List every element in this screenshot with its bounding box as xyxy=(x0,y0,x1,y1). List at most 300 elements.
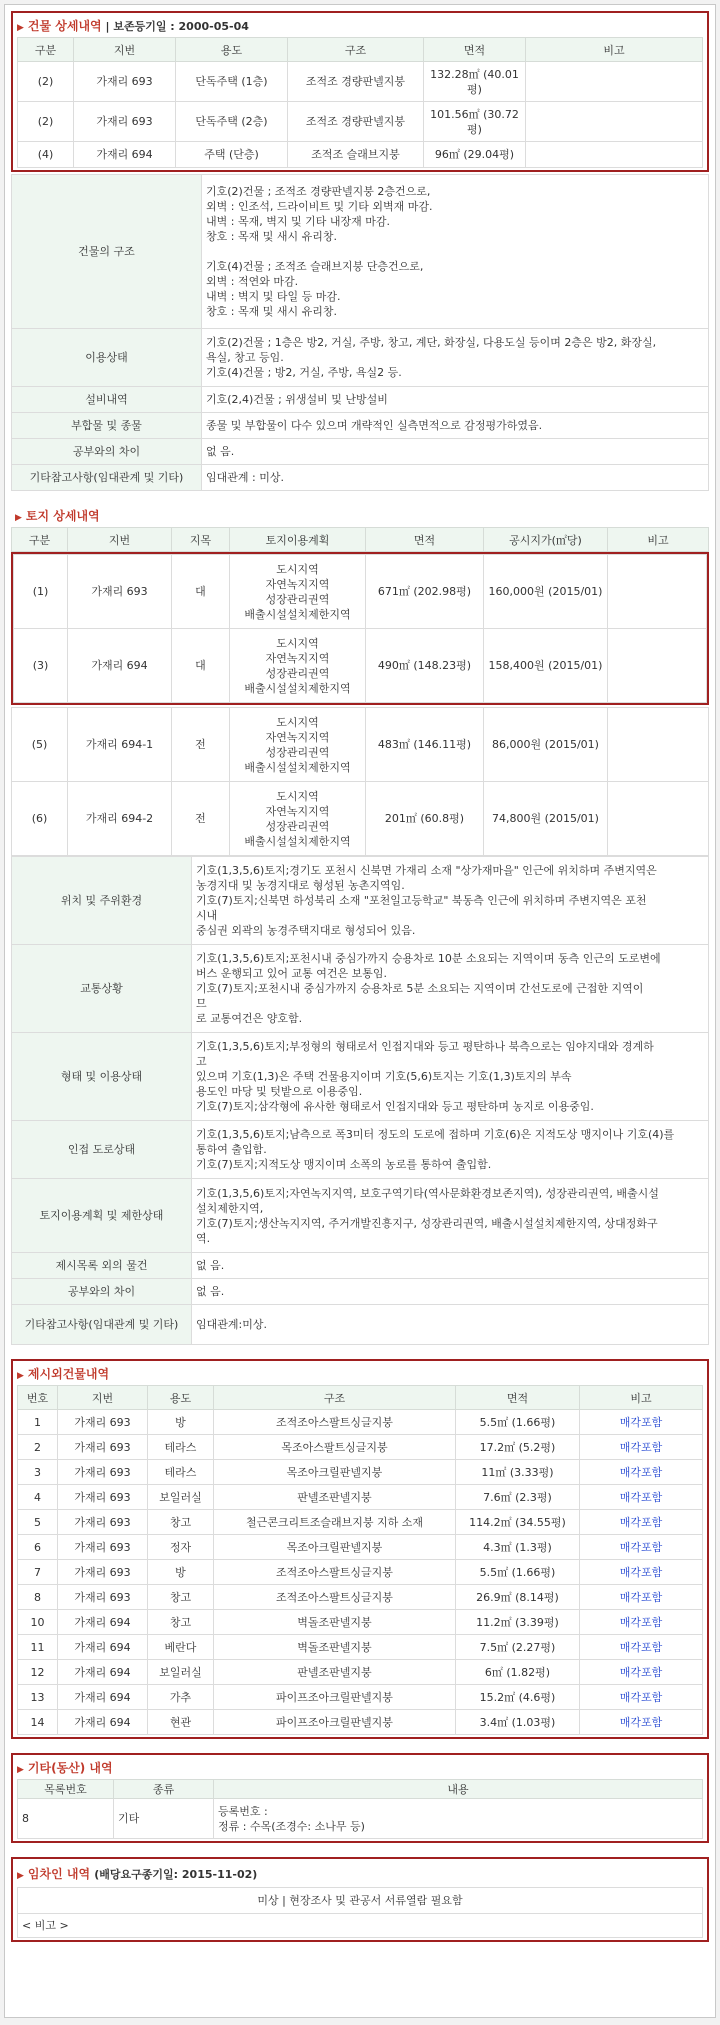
cell-lot: 가재리 694 xyxy=(58,1710,148,1735)
text-line: 성장관리권역 xyxy=(265,745,330,759)
cell-area: 96㎡ (29.04평) xyxy=(424,142,526,168)
col-header: 지목 xyxy=(172,528,230,552)
text-line: 없 음. xyxy=(206,445,235,458)
cell-note xyxy=(608,782,709,856)
cell-note[interactable]: 매각포함 xyxy=(580,1460,703,1485)
cell-use: 정자 xyxy=(148,1535,214,1560)
cell-category: 대 xyxy=(172,555,230,629)
cell-lot: 가재리 694-1 xyxy=(68,708,172,782)
cell-note xyxy=(608,555,707,629)
cell-lot: 가재리 693 xyxy=(68,555,172,629)
table-row xyxy=(18,1914,703,1938)
cell-area: 11.2㎡ (3.39평) xyxy=(456,1610,580,1635)
land-table xyxy=(11,707,709,856)
col-header: 면적 xyxy=(424,38,526,62)
cell-plan xyxy=(230,708,366,782)
cell-struct: 파이프조아크릴판넬지붕 xyxy=(214,1685,456,1710)
land-title-bar xyxy=(11,505,709,527)
cell-area: 3.4㎡ (1.03평) xyxy=(456,1710,580,1735)
cell-no: (5) xyxy=(12,708,68,782)
cell-area: 132.28㎡ (40.01평) xyxy=(424,62,526,102)
col-header: 지번 xyxy=(58,1386,148,1410)
etc-title: 기타(동산) 내역 xyxy=(27,1761,113,1775)
cell-lot: 가재리 693 xyxy=(58,1560,148,1585)
cell-note[interactable]: 매각포함 xyxy=(580,1710,703,1735)
table-row xyxy=(18,1710,703,1735)
text-line: 도시지역 xyxy=(276,789,319,803)
col-header: 면적 xyxy=(456,1386,580,1410)
cell-struct: 목조아크릴판넬지붕 xyxy=(214,1535,456,1560)
detail-label: 기타참고사항(임대관계 및 기타) xyxy=(12,1305,192,1345)
text-line: 창호 : 목재 및 새시 유리창. xyxy=(206,305,337,318)
detail-value xyxy=(192,1121,709,1179)
cell-use: 단독주택 (1층) xyxy=(176,62,288,102)
cell-area: 11㎡ (3.33평) xyxy=(456,1460,580,1485)
text-line: 농경지대 및 농경지대로 형성된 농촌지역임. xyxy=(196,879,405,892)
cell-lot: 가재리 693 xyxy=(58,1410,148,1435)
text-line: 버스 운행되고 있어 교통 여건은 보통임. xyxy=(196,967,387,980)
col-header: 번호 xyxy=(18,1386,58,1410)
cell-struct: 벽돌조판넬지붕 xyxy=(214,1635,456,1660)
cell-no: (6) xyxy=(12,782,68,856)
col-header: 용도 xyxy=(148,1386,214,1410)
cell-area: 26.9㎡ (8.14평) xyxy=(456,1585,580,1610)
text-line: 외벽 : 적연와 마감. xyxy=(206,275,299,288)
text-line: 기호(4)건물 ; 방2, 거실, 주방, 욕실2 등. xyxy=(206,366,402,379)
cell-area: 5.5㎡ (1.66평) xyxy=(456,1410,580,1435)
text-line: 종물 및 부합물이 다수 있으며 개략적인 실측면적으로 감정평가하였음. xyxy=(206,419,543,432)
detail-row xyxy=(12,439,709,465)
cell-note[interactable]: 매각포함 xyxy=(580,1585,703,1610)
detail-label: 위치 및 주위환경 xyxy=(12,857,192,945)
text-line: 므 xyxy=(196,997,207,1010)
title-separator: | xyxy=(101,20,114,33)
detail-row xyxy=(12,945,709,1033)
detail-value xyxy=(202,329,709,387)
col-header: 공시지가(㎡당) xyxy=(484,528,608,552)
cell-kind: 기타 xyxy=(114,1799,214,1839)
detail-label: 교통상황 xyxy=(12,945,192,1033)
cell-lot: 가재리 693 xyxy=(74,102,176,142)
text-line: 로 교통여건은 양호함. xyxy=(196,1012,303,1025)
text-line: 도시지역 xyxy=(276,715,319,729)
triangle-icon: ▶ xyxy=(17,23,24,33)
text-line: 도시지역 xyxy=(276,562,319,576)
cell-no: 7 xyxy=(18,1560,58,1585)
table-row xyxy=(12,782,709,856)
cell-lot: 가재리 693 xyxy=(58,1460,148,1485)
detail-row xyxy=(12,1279,709,1305)
triangle-icon: ▶ xyxy=(17,1765,24,1775)
land-header-row xyxy=(12,528,709,552)
cell-no: 3 xyxy=(18,1460,58,1485)
cell-use: 보일러실 xyxy=(148,1660,214,1685)
detail-value xyxy=(192,1253,709,1279)
cell-area: 15.2㎡ (4.6평) xyxy=(456,1685,580,1710)
cell-lot: 가재리 694 xyxy=(58,1685,148,1710)
text-line: 기호(2)건물 ; 1층은 방2, 거실, 주방, 창고, 계단, 화장실, 다용도실 등이며 2층은 방2, 화장실, xyxy=(206,336,657,349)
triangle-icon: ▶ xyxy=(17,1871,24,1881)
cell-lot: 가재리 694-2 xyxy=(68,782,172,856)
text-line: 기호(7)토지;생산녹지지역, 주거개발진흥지구, 성장관리권역, 배출시설설치제한지역, 상대정화구 xyxy=(196,1216,658,1230)
cell-no: 4 xyxy=(18,1485,58,1510)
building-title-bar xyxy=(17,15,703,37)
cell-area: 6㎡ (1.82평) xyxy=(456,1660,580,1685)
table-row xyxy=(18,142,703,168)
cell-no: (4) xyxy=(18,142,74,168)
col-header: 목록번호 xyxy=(18,1780,114,1799)
cell-plan xyxy=(230,555,366,629)
col-header: 면적 xyxy=(366,528,484,552)
cell-use: 현관 xyxy=(148,1710,214,1735)
cell-no: 8 xyxy=(18,1799,114,1839)
detail-value xyxy=(192,1179,709,1253)
cell-note[interactable]: 매각포함 xyxy=(580,1660,703,1685)
cell-note xyxy=(608,629,707,703)
cell-category: 전 xyxy=(172,782,230,856)
table-row xyxy=(18,1485,703,1510)
cell-use: 창고 xyxy=(148,1510,214,1535)
detail-label: 기타참고사항(임대관계 및 기타) xyxy=(12,465,202,491)
cell-lot: 가재리 693 xyxy=(58,1535,148,1560)
detail-row xyxy=(12,1179,709,1253)
detail-label: 공부와의 차이 xyxy=(12,1279,192,1305)
text-line: 내벽 : 목재, 벽지 및 기타 내장재 마감. xyxy=(206,215,390,228)
cell-use: 베란다 xyxy=(148,1635,214,1660)
text-line: 기호(2)건물 ; 조적조 경량판넬지붕 2층건으로, xyxy=(206,185,431,198)
cell-note[interactable]: 매각포함 xyxy=(580,1485,703,1510)
cell-price: 86,000원 (2015/01) xyxy=(484,708,608,782)
text-line: 내벽 : 벽지 및 타일 등 마감. xyxy=(206,290,341,303)
table-row xyxy=(18,1888,703,1914)
building-table xyxy=(17,37,703,168)
cell-category: 대 xyxy=(172,629,230,703)
cell-use: 창고 xyxy=(148,1585,214,1610)
text-line: 임대관계 : 미상. xyxy=(206,471,284,484)
cell-area: 5.5㎡ (1.66평) xyxy=(456,1560,580,1585)
text-line: 성장관리권역 xyxy=(265,819,330,833)
detail-value xyxy=(192,1279,709,1305)
text-line: 등록번호 : xyxy=(218,1804,268,1818)
cell-lot: 가재리 694 xyxy=(58,1610,148,1635)
cell-area: 7.5㎡ (2.27평) xyxy=(456,1635,580,1660)
cell-struct: 벽돌조판넬지붕 xyxy=(214,1610,456,1635)
detail-value xyxy=(192,857,709,945)
cell-use: 방 xyxy=(148,1560,214,1585)
col-header: 구조 xyxy=(288,38,424,62)
text-line: 자연녹지지역 xyxy=(265,730,330,744)
text-line: 중심권 외곽의 농경주택지대로 형성되어 있음. xyxy=(196,924,416,937)
cell-no: 10 xyxy=(18,1610,58,1635)
cell-use: 창고 xyxy=(148,1610,214,1635)
cell-note[interactable]: 매각포함 xyxy=(580,1410,703,1435)
text-line: 통하여 출입함. xyxy=(196,1143,267,1156)
cell-lot: 가재리 693 xyxy=(58,1485,148,1510)
triangle-icon: ▶ xyxy=(17,1371,24,1381)
cell-area: 483㎡ (146.11평) xyxy=(366,708,484,782)
table-row xyxy=(18,1560,703,1585)
table-row xyxy=(18,1799,703,1839)
detail-label: 형태 및 이용상태 xyxy=(12,1033,192,1121)
cell-no: (2) xyxy=(18,102,74,142)
detail-row xyxy=(12,1033,709,1121)
cell-lot: 가재리 694 xyxy=(74,142,176,168)
text-line: 자연녹지지역 xyxy=(265,577,330,591)
text-line: 기호(7)토지;삼각형에 유사한 형태로서 인접지대와 등고 평탄하며 농지로 이용중임. xyxy=(196,1100,594,1113)
detail-row xyxy=(12,1121,709,1179)
detail-row xyxy=(12,413,709,439)
text-line: 자연녹지지역 xyxy=(265,651,330,665)
cell-area: 490㎡ (148.23평) xyxy=(366,629,484,703)
cell-use: 주택 (단층) xyxy=(176,142,288,168)
cell-price: 158,400원 (2015/01) xyxy=(484,629,608,703)
cell-area: 17.2㎡ (5.2평) xyxy=(456,1435,580,1460)
etc-table xyxy=(17,1779,703,1839)
cell-struct: 조적조 슬래브지붕 xyxy=(288,142,424,168)
text-line: 기호(4)건물 ; 조적조 슬래브지붕 단층건으로, xyxy=(206,260,424,273)
detail-row xyxy=(12,1253,709,1279)
text-line: 배출시설설치제한지역 xyxy=(244,834,351,848)
cell-area: 201㎡ (60.8평) xyxy=(366,782,484,856)
etc-section xyxy=(11,1753,709,1843)
col-header: 지번 xyxy=(68,528,172,552)
cell-area: 7.6㎡ (2.3평) xyxy=(456,1485,580,1510)
text-line: 외벽 : 인조석, 드라이비트 및 기타 외벽재 마감. xyxy=(206,200,433,213)
col-header: 용도 xyxy=(176,38,288,62)
text-line: 역. xyxy=(196,1231,211,1245)
cell-no: 13 xyxy=(18,1685,58,1710)
tenant-title: 임차인 내역 xyxy=(27,1867,91,1881)
cell-note[interactable]: 매각포함 xyxy=(580,1510,703,1535)
cell-note[interactable]: 매각포함 xyxy=(580,1610,703,1635)
building-header-row xyxy=(18,38,703,62)
land-detail-table xyxy=(11,856,709,1345)
cell-plan xyxy=(230,629,366,703)
text-line: 설치제한지역, xyxy=(196,1201,264,1215)
cell-use: 단독주택 (2층) xyxy=(176,102,288,142)
col-header: 내용 xyxy=(214,1780,703,1799)
detail-label: 인접 도로상태 xyxy=(12,1121,192,1179)
cell-lot: 가재리 694 xyxy=(58,1635,148,1660)
land-table-highlighted xyxy=(13,554,707,703)
cell-note xyxy=(608,708,709,782)
text-line: 없 음. xyxy=(196,1285,225,1298)
cell-use: 보일러실 xyxy=(148,1485,214,1510)
text-line: 배출시설설치제한지역 xyxy=(244,681,351,695)
text-line: 자연녹지지역 xyxy=(265,804,330,818)
cell-lot: 가재리 693 xyxy=(58,1585,148,1610)
extra-title-bar xyxy=(17,1363,703,1385)
text-line: 용도인 마당 및 텃밭으로 이용중임. xyxy=(196,1085,363,1098)
text-line: 기호(7)토지;지적도상 맹지이며 소폭의 농로를 통하여 출입함. xyxy=(196,1158,492,1171)
tenant-message: 미상 | 현장조사 및 관공서 서류열람 필요함 xyxy=(18,1888,703,1914)
cell-no: (2) xyxy=(18,62,74,102)
cell-note[interactable]: 매각포함 xyxy=(580,1685,703,1710)
cell-struct: 조적조 경량판넬지붕 xyxy=(288,102,424,142)
cell-area: 671㎡ (202.98평) xyxy=(366,555,484,629)
text-line: 욕실, 창고 등임. xyxy=(206,351,284,364)
tenant-sub: (배당요구종기일: 2015-11-02) xyxy=(94,1868,258,1881)
building-title: 건물 상세내역 xyxy=(27,19,102,33)
land-title: 토지 상세내역 xyxy=(25,509,100,523)
cell-use: 테라스 xyxy=(148,1435,214,1460)
text-line: 도시지역 xyxy=(276,636,319,650)
detail-row xyxy=(12,387,709,413)
table-row xyxy=(18,1435,703,1460)
detail-label: 공부와의 차이 xyxy=(12,439,202,465)
text-line: 배출시설설치제한지역 xyxy=(244,760,351,774)
detail-label: 부합물 및 종물 xyxy=(12,413,202,439)
tenant-title-bar xyxy=(17,1861,703,1887)
text-line: 기호(1,3,5,6)토지;남측으로 폭3미터 정도의 도로에 접하며 기호(6)은 지적도상 맹지이나 기호(4)를 xyxy=(196,1128,675,1141)
cell-lot: 가재리 693 xyxy=(58,1435,148,1460)
cell-struct: 목조아크릴판넬지붕 xyxy=(214,1460,456,1485)
detail-value xyxy=(202,175,709,329)
cell-no: 11 xyxy=(18,1635,58,1660)
text-line: 배출시설설치제한지역 xyxy=(244,607,351,621)
cell-struct: 조적조 경량판넬지붕 xyxy=(288,62,424,102)
col-header: 비고 xyxy=(608,528,709,552)
detail-row xyxy=(12,329,709,387)
land-highlight-box xyxy=(11,552,709,705)
cell-no: 6 xyxy=(18,1535,58,1560)
extra-title: 제시외건물내역 xyxy=(27,1367,110,1381)
cell-lot: 가재리 693 xyxy=(74,62,176,102)
cell-no: (3) xyxy=(14,629,68,703)
table-row xyxy=(18,1685,703,1710)
detail-row xyxy=(12,857,709,945)
text-line: 있으며 기호(1,3)은 주택 건물용지이며 기호(5,6)토지는 기호(1,3)토지의 부속 xyxy=(196,1070,572,1083)
cell-no: (1) xyxy=(14,555,68,629)
cell-area: 4.3㎡ (1.3평) xyxy=(456,1535,580,1560)
col-header: 비고 xyxy=(580,1386,703,1410)
cell-note[interactable]: 매각포함 xyxy=(580,1435,703,1460)
cell-price: 160,000원 (2015/01) xyxy=(484,555,608,629)
col-header: 구분 xyxy=(12,528,68,552)
etc-title-bar xyxy=(17,1757,703,1779)
cell-no: 5 xyxy=(18,1510,58,1535)
text-line: 정류 : 수목(조경수: 소나무 등) xyxy=(218,1819,365,1833)
text-line: 기호(1,3,5,6)토지;자연녹지지역, 보호구역기타(역사문화환경보존지역), 성장관리권역, 배출시설 xyxy=(196,1186,659,1200)
cell-struct: 조적조아스팔트싱글지붕 xyxy=(214,1585,456,1610)
table-row xyxy=(18,102,703,142)
table-row xyxy=(18,1610,703,1635)
detail-label: 제시목록 외의 물건 xyxy=(12,1253,192,1279)
text-line: 기호(1,3,5,6)토지;부정형의 형태로서 인접지대와 등고 평탄하나 북측으로는 임야지대와 경계하 xyxy=(196,1040,654,1053)
text-line: 고 xyxy=(196,1055,207,1068)
cell-price: 74,800원 (2015/01) xyxy=(484,782,608,856)
tenant-section xyxy=(11,1857,709,1942)
detail-value xyxy=(202,439,709,465)
detail-row xyxy=(12,1305,709,1345)
detail-label: 설비내역 xyxy=(12,387,202,413)
cell-lot: 가재리 694 xyxy=(58,1660,148,1685)
detail-row xyxy=(12,175,709,329)
table-row xyxy=(18,62,703,102)
text-line: 창호 : 목재 및 새시 유리창. xyxy=(206,230,337,243)
cell-note[interactable]: 매각포함 xyxy=(580,1560,703,1585)
table-row xyxy=(12,708,709,782)
tenant-table xyxy=(17,1887,703,1938)
detail-label: 이용상태 xyxy=(12,329,202,387)
text-line: 기호(7)토지;포천시내 중심가까지 승용차로 5분 소요되는 지역이며 간선도로에 근접한 지역이 xyxy=(196,982,644,995)
cell-note xyxy=(526,102,703,142)
table-row xyxy=(14,555,707,629)
page xyxy=(4,4,716,2018)
detail-label: 건물의 구조 xyxy=(12,175,202,329)
text-line: 성장관리권역 xyxy=(265,666,330,680)
building-date: 보존등기일 : 2000-05-04 xyxy=(113,20,249,33)
text-line: 기호(1,3,5,6)토지;경기도 포천시 신북면 가재리 소재 "상가재마을" 인근에 위치하며 주변지역은 xyxy=(196,864,657,877)
cell-no: 14 xyxy=(18,1710,58,1735)
cell-no: 12 xyxy=(18,1660,58,1685)
building-detail-table xyxy=(11,174,709,491)
cell-use: 테라스 xyxy=(148,1460,214,1485)
extra-building-section xyxy=(11,1359,709,1739)
detail-value xyxy=(202,413,709,439)
table-row xyxy=(14,629,707,703)
text-line xyxy=(206,244,704,259)
extra-header-row xyxy=(18,1386,703,1410)
text-line: 기호(1,3,5,6)토지;포천시내 중심가까지 승용차로 10분 소요되는 지역이며 동측 인근의 도로변에 xyxy=(196,952,661,965)
col-header: 지번 xyxy=(74,38,176,62)
table-row xyxy=(18,1535,703,1560)
building-section xyxy=(11,11,709,172)
detail-label: 토지이용계획 및 제한상태 xyxy=(12,1179,192,1253)
cell-struct: 조적조아스팔트싱글지붕 xyxy=(214,1560,456,1585)
cell-struct: 판넬조판넬지붕 xyxy=(214,1485,456,1510)
col-header: 구분 xyxy=(18,38,74,62)
extra-table xyxy=(17,1385,703,1735)
cell-no: 1 xyxy=(18,1410,58,1435)
cell-category: 전 xyxy=(172,708,230,782)
detail-row xyxy=(12,465,709,491)
col-header: 구조 xyxy=(214,1386,456,1410)
text-line: 시내 xyxy=(196,909,218,922)
extra-table-body xyxy=(18,1410,703,1735)
cell-area: 101.56㎡ (30.72평) xyxy=(424,102,526,142)
detail-value xyxy=(192,945,709,1033)
cell-note[interactable]: 매각포함 xyxy=(580,1535,703,1560)
cell-struct: 조적조아스팔트싱글지붕 xyxy=(214,1410,456,1435)
detail-value xyxy=(202,387,709,413)
cell-struct: 파이프조아크릴판넬지붕 xyxy=(214,1710,456,1735)
table-row xyxy=(18,1585,703,1610)
cell-note[interactable]: 매각포함 xyxy=(580,1635,703,1660)
text-line: 없 음. xyxy=(196,1259,225,1272)
cell-no: 8 xyxy=(18,1585,58,1610)
detail-value xyxy=(192,1305,709,1345)
detail-value xyxy=(192,1033,709,1121)
col-header: 종류 xyxy=(114,1780,214,1799)
cell-use: 방 xyxy=(148,1410,214,1435)
cell-lot: 가재리 694 xyxy=(68,629,172,703)
col-header: 토지이용계획 xyxy=(230,528,366,552)
cell-struct: 판넬조판넬지붕 xyxy=(214,1660,456,1685)
col-header: 비고 xyxy=(526,38,703,62)
cell-note xyxy=(526,142,703,168)
cell-area: 114.2㎡ (34.55평) xyxy=(456,1510,580,1535)
cell-note xyxy=(526,62,703,102)
table-row xyxy=(18,1635,703,1660)
table-row xyxy=(18,1410,703,1435)
land-header-table xyxy=(11,527,709,552)
cell-content xyxy=(214,1799,703,1839)
detail-value xyxy=(202,465,709,491)
cell-struct: 목조아스팔트싱글지붕 xyxy=(214,1435,456,1460)
cell-no: 2 xyxy=(18,1435,58,1460)
etc-header-row xyxy=(18,1780,703,1799)
